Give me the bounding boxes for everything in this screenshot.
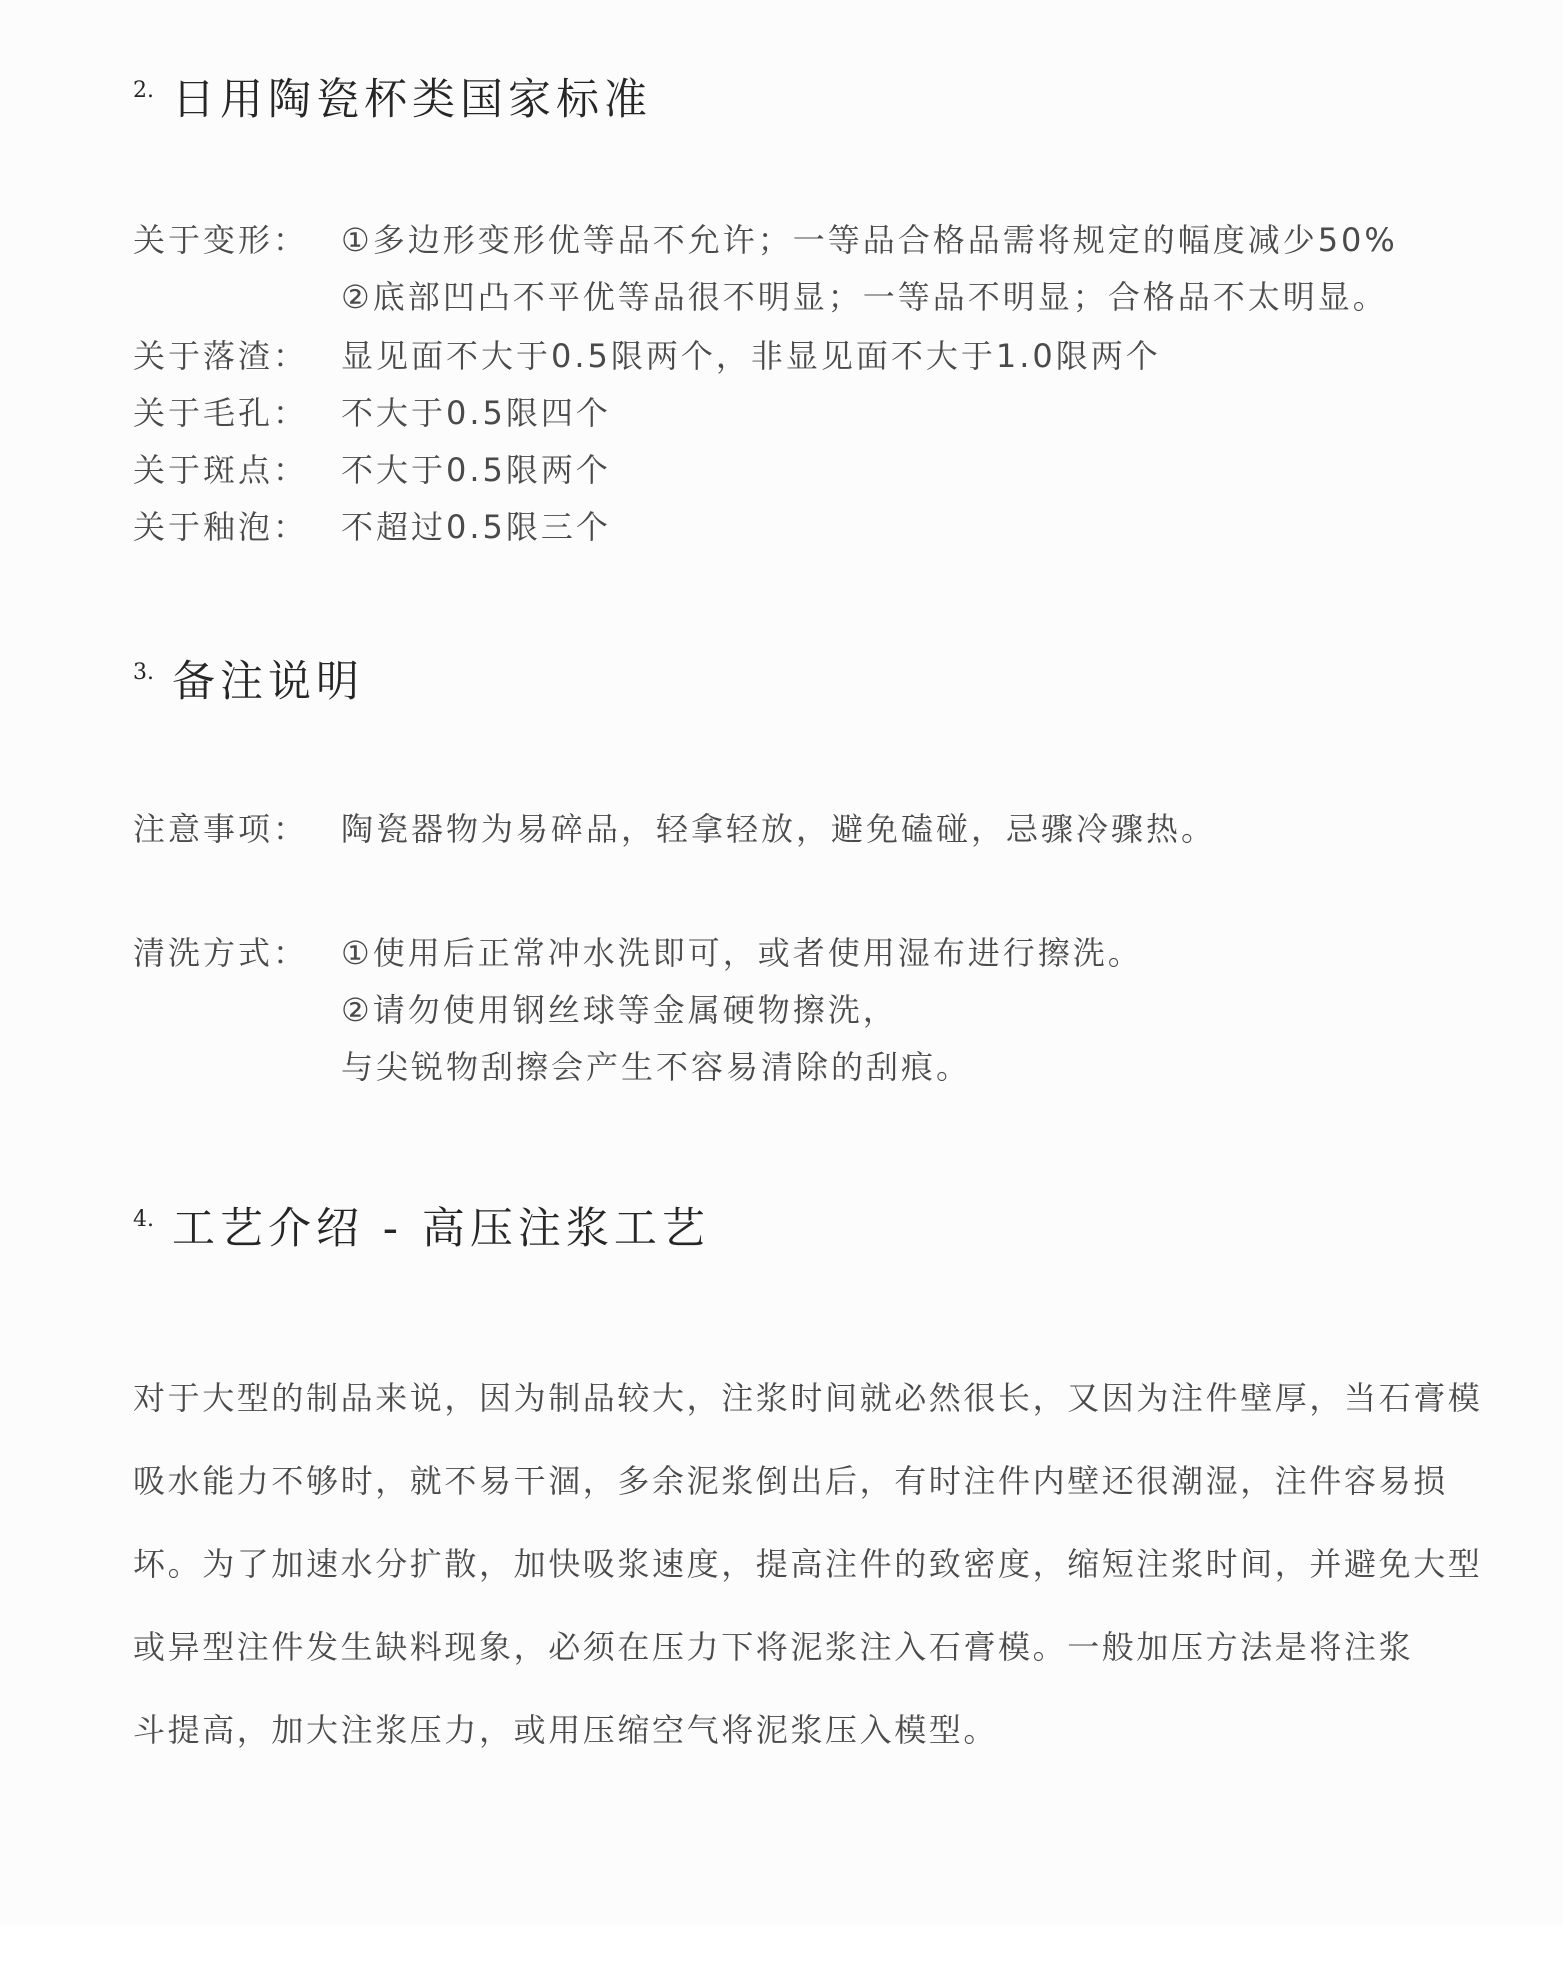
row-label: 关于落渣： — [133, 337, 309, 375]
section-number: 2. — [133, 78, 154, 103]
section-heading-notes — [133, 648, 364, 709]
section-title: 备注说明 — [172, 657, 364, 707]
row-value: 陶瓷器物为易碎品，轻拿轻放，避免磕碰，忌骤冷骤热。 — [341, 810, 1217, 848]
note-row-precautions — [133, 809, 1216, 849]
row-value: 不超过0.5限三个 — [341, 508, 611, 546]
row-label: 关于斑点： — [133, 451, 309, 489]
row-value: 不大于0.5限四个 — [341, 394, 611, 432]
row-label: 关于毛孔： — [133, 394, 309, 432]
row-value: ①使用后正常冲水洗即可，或者使用湿布进行擦洗。 — [341, 934, 1143, 972]
cleaning-line-3: 与尖锐物刮擦会产生不容易清除的刮痕。 — [341, 1048, 972, 1086]
standard-row-spots — [133, 450, 611, 490]
paragraph-line: 坏。为了加速水分扩散，加快吸浆速度，提高注件的致密度，缩短注浆时间，并避免大型 — [133, 1545, 1483, 1583]
row-label: 清洗方式： — [133, 934, 309, 972]
section-number: 4. — [133, 1207, 154, 1232]
cleaning-line-2: ②请勿使用钢丝球等金属硬物擦洗， — [341, 991, 898, 1029]
standard-row-deformation — [133, 220, 1398, 260]
note-row-cleaning — [133, 933, 1143, 973]
section-heading-craft — [133, 1195, 710, 1256]
standard-row-glaze-bubbles — [133, 507, 611, 547]
section-heading-standards — [133, 66, 652, 127]
row-value: ①多边形变形优等品不允许；一等品合格品需将规定的幅度减少50% — [341, 221, 1398, 259]
standard-row-dross — [133, 336, 1161, 376]
row-label: 关于釉泡： — [133, 508, 309, 546]
row-label: 关于变形： — [133, 221, 309, 259]
bottom-divider-strip — [0, 1925, 1563, 1987]
section-title: 工艺介绍 - 高压注浆工艺 — [172, 1204, 710, 1254]
paragraph-line: 吸水能力不够时，就不易干涸，多余泥浆倒出后，有时注件内壁还很潮湿，注件容易损 — [133, 1462, 1448, 1500]
standard-row-pores — [133, 393, 611, 433]
paragraph-line: 或异型注件发生缺料现象，必须在压力下将泥浆注入石膏模。一般加压方法是将注浆 — [133, 1628, 1414, 1666]
row-value: 显见面不大于0.5限两个，非显见面不大于1.0限两个 — [341, 337, 1161, 375]
paragraph-line: 斗提高，加大注浆压力，或用压缩空气将泥浆压入模型。 — [133, 1711, 999, 1749]
row-value: 不大于0.5限两个 — [341, 451, 611, 489]
row-label: 注意事项： — [133, 810, 309, 848]
paragraph-line: 对于大型的制品来说，因为制品较大，注浆时间就必然很长，又因为注件壁厚，当石膏模 — [133, 1379, 1483, 1417]
deformation-line-2: ②底部凹凸不平优等品很不明显；一等品不明显；合格品不太明显。 — [341, 278, 1388, 316]
section-title: 日用陶瓷杯类国家标准 — [172, 75, 652, 125]
section-number: 3. — [133, 660, 154, 685]
